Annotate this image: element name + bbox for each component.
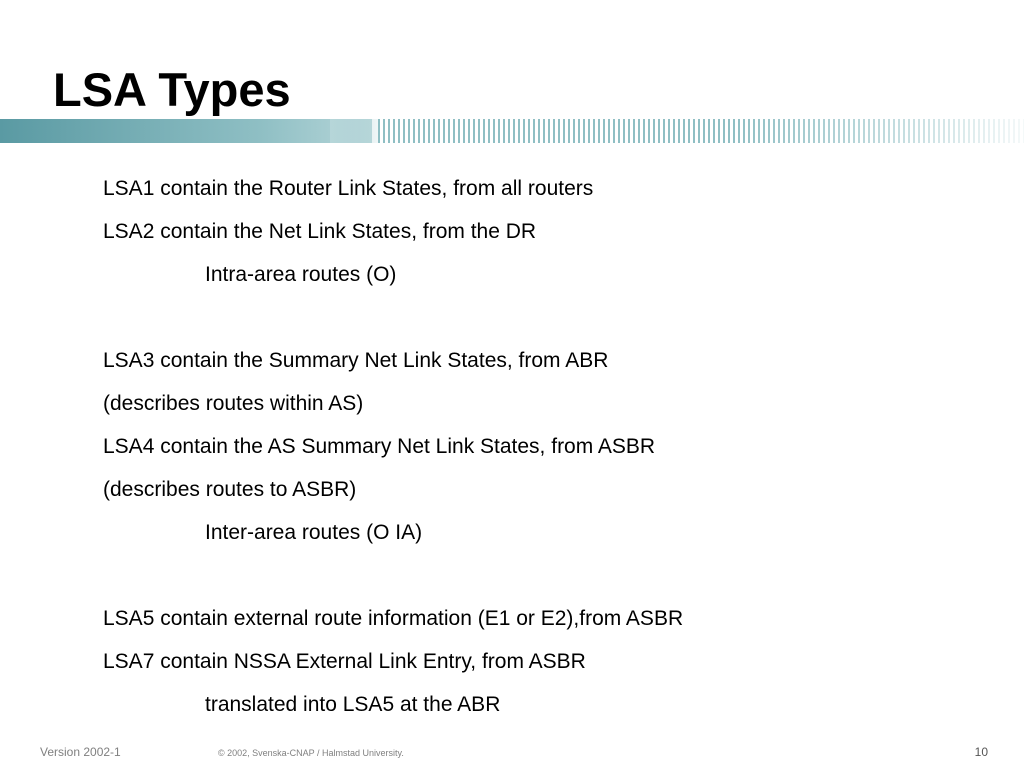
footer-version: Version 2002-1 [40, 745, 121, 759]
body-line-lsa4-note: (describes routes to ASBR) [103, 478, 357, 501]
slide-title: LSA Types [53, 63, 291, 116]
title-underline-bar [0, 119, 1024, 143]
slide-body [0, 167, 1024, 726]
body-line-lsa1: LSA1 contain the Router Link States, from all routers [103, 177, 594, 200]
body-line-blank [0, 554, 1024, 597]
body-line-lsa4: LSA4 contain the AS Summary Net Link States, from ASBR [103, 435, 656, 458]
body-line-lsa7-note: translated into LSA5 at the ABR [205, 693, 501, 716]
body-line-intra-area: Intra-area routes (O) [205, 263, 397, 286]
body-line-blank [0, 296, 1024, 339]
title-bar-stripes [378, 119, 1024, 143]
body-line-lsa7: LSA7 contain NSSA External Link Entry, from ASBR [103, 650, 586, 673]
title-bar-solid [0, 119, 372, 143]
page-number: 10 [974, 745, 988, 759]
footer-copyright: © 2002, Svenska-CNAP / Halmstad University. [218, 748, 404, 758]
body-line-inter-area: Inter-area routes (O IA) [205, 521, 423, 544]
body-line-lsa2: LSA2 contain the Net Link States, from the DR [103, 220, 537, 243]
body-line-lsa5: LSA5 contain external route information (E1 or E2),from ASBR [103, 607, 684, 630]
body-line-lsa3-note: (describes routes within AS) [103, 392, 364, 415]
body-line-lsa3: LSA3 contain the Summary Net Link States, from ABR [103, 349, 609, 372]
